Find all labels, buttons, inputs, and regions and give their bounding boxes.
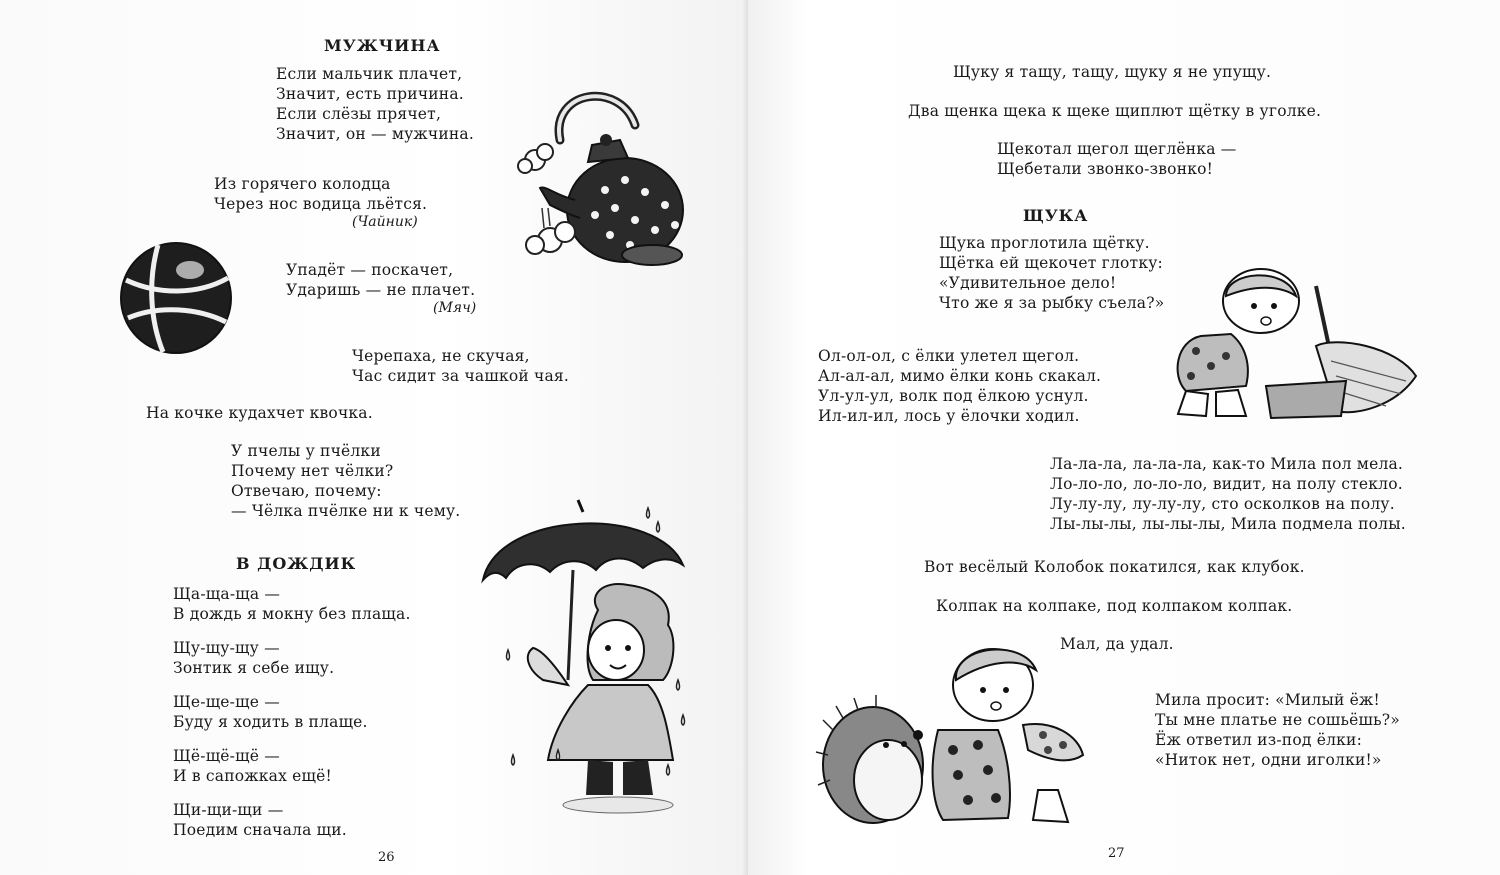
page-number-right: 27 — [1108, 846, 1125, 861]
puppies-line: Два щенка щека к щеке щиплют щётку в уголке. — [908, 102, 1322, 120]
left-page — [0, 0, 748, 875]
mila-poem: Мила просит: «Милый ёж! Ты мне платье не сошьёшь?» Ёж ответил из-под ёлки: «Ниток нет, одни иголки!» — [1155, 691, 1400, 769]
pike-title: ЩУКА — [1023, 206, 1089, 225]
goldfinch-poem: Щекотал щегол щеглёнка — Щебетали звонко-звонко! — [997, 140, 1237, 178]
ball-illustration — [118, 240, 234, 356]
page-number-left: 26 — [378, 850, 395, 865]
ol-lines: Ол-ол-ол, с ёлки улетел щегол. Ал-ал-ал, мимо ёлки конь скакал. Ул-ул-ул, волк под ёлкою уснул. Ил-ил-ил, лось у ёлочки ходил. — [818, 347, 1102, 425]
bee-poem: У пчелы у пчёлки Почему нет чёлки? Отвечаю, почему: — Чёлка пчёлке ни к чему. — [231, 442, 461, 520]
hedgehog-girl-illustration — [808, 640, 1118, 830]
rain-stanza-5: Щи-щи-щи — Поедим сначала щи. — [173, 801, 347, 839]
la-lines: Ла-ла-ла, ла-ла-ла, как-то Мила пол мела. Ло-ло-ло, ло-ло-ло, видит, на полу стекло. Лу-лу-лу, лу-лу-лу, сто осколков на полу. Лы-лы-лы, лы-лы-лы, Мила подмела полы. — [1050, 455, 1406, 533]
riddle-ball: Упадёт — поскачет, Ударишь — не плачет. — [286, 261, 476, 299]
kettle-illustration — [510, 80, 690, 270]
rain-stanza-3: Ще-ще-ще — Буду я ходить в плаще. — [173, 693, 368, 731]
kolpak-line: Колпак на колпаке, под колпаком колпак. — [936, 597, 1293, 615]
man-poem: Если мальчик плачет, Значит, есть причина. Если слёзы прячет, Значит, он — мужчина. — [276, 65, 474, 143]
mal-line: Мал, да удал. — [1060, 635, 1174, 653]
turtle-poem: Черепаха, не скучая, Час сидит за чашкой чая. — [352, 347, 570, 385]
riddle-ball-answer: (Мяч) — [433, 300, 477, 316]
rain-title: В ДОЖДИК — [236, 554, 357, 573]
rain-stanza-1: Ща-ща-ща — В дождь я мокну без плаща. — [173, 585, 411, 623]
pike-poem: Щука проглотила щётку. Щётка ей щекочет глотку: «Удивительное дело! Что же я за рыбку съела?» — [939, 234, 1165, 312]
man-title: МУЖЧИНА — [324, 36, 441, 55]
rain-stanza-4: Щё-щё-щё — И в сапожках ещё! — [173, 747, 332, 785]
rain-stanza-2: Щу-щу-щу — Зонтик я себе ищу. — [173, 639, 335, 677]
riddle-kettle: Из горячего колодца Через нос водица льётся. — [214, 175, 428, 213]
umbrella-child-illustration — [478, 500, 698, 830]
hen-line: На кочке кудахчет квочка. — [146, 404, 373, 422]
riddle-kettle-answer: (Чайник) — [352, 214, 418, 230]
right-page — [748, 0, 1500, 875]
pike-line: Щуку я тащу, тащу, щуку я не упущу. — [953, 63, 1272, 81]
sweeping-girl-illustration — [1166, 266, 1426, 430]
kolobok-line: Вот весёлый Колобок покатился, как клубок. — [924, 558, 1305, 576]
